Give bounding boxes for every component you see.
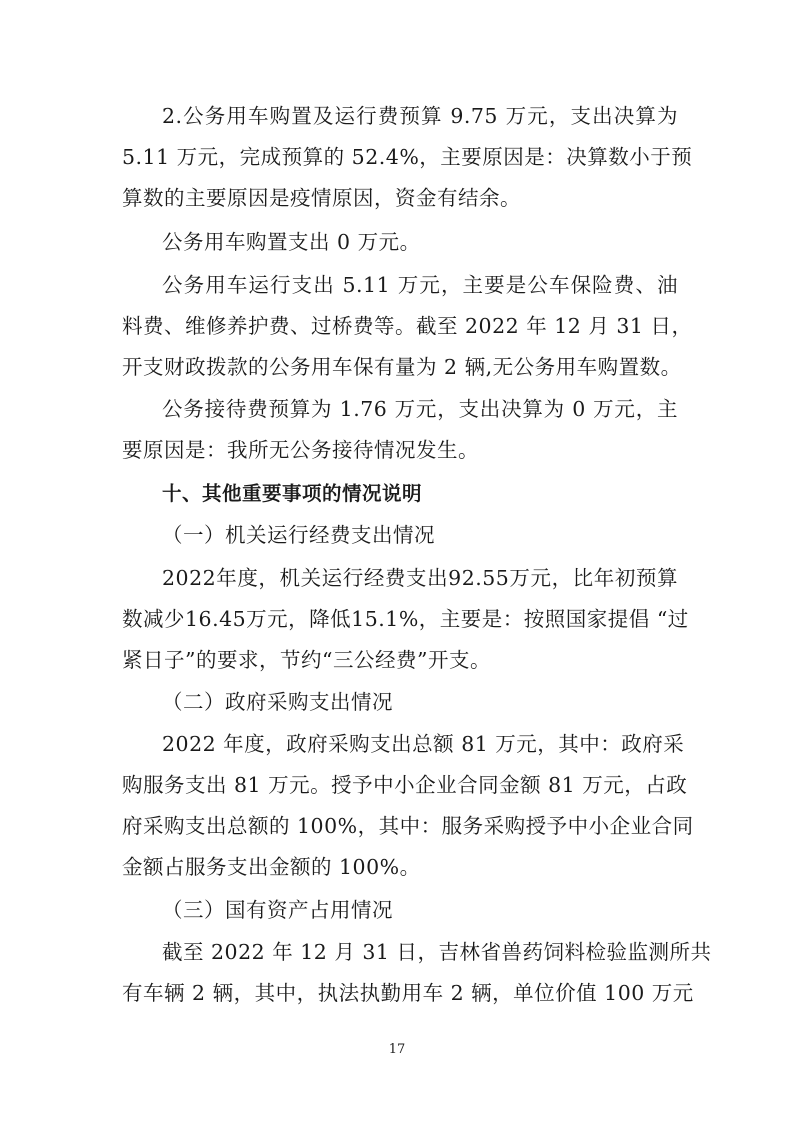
paragraph-line: 2.公务用车购置及运行费预算 9.75 万元，支出决算为 (162, 104, 678, 128)
paragraph-line: 公务接待费预算为 1.76 万元，支出决算为 0 万元，主 (162, 397, 678, 421)
paragraph-line: 5.11 万元，完成预算的 52.4%，主要原因是：决算数小于预 (122, 145, 693, 169)
subsection-heading: （三）国有资产占用情况 (162, 898, 393, 922)
paragraph-line: 2022 年度，政府采购支出总额 81 万元，其中：政府采 (162, 732, 685, 756)
page-number: 17 (388, 1042, 406, 1057)
subsection-heading: （一）机关运行经费支出情况 (162, 523, 435, 547)
paragraph-line: 数减少16.45万元，降低15.1%，主要是：按照国家提倡 “过 (122, 607, 689, 631)
subsection-heading: （二）政府采购支出情况 (162, 690, 393, 714)
paragraph-line: 公务用车购置支出 0 万元。 (162, 230, 421, 254)
paragraph-line: 紧日子”的要求，节约“三公经费”开支。 (122, 648, 491, 672)
paragraph-line: 府采购支出总额的 100%，其中：服务采购授予中小企业合同 (122, 814, 694, 838)
paragraph-line: 金额占服务支出金额的 100%。 (122, 855, 421, 879)
section-heading: 十、其他重要事项的情况说明 (162, 482, 423, 505)
paragraph-line: 购服务支出 81 万元。授予中小企业合同金额 81 万元，占政 (122, 773, 688, 797)
paragraph-line: 公务用车运行支出 5.11 万元，主要是公车保险费、油 (162, 273, 678, 297)
paragraph-line: 截至 2022 年 12 月 31 日，吉林省兽药饲料检验监测所共 (162, 940, 712, 964)
paragraph-line: 开支财政拨款的公务用车保有量为 2 辆,无公务用车购置数。 (122, 355, 682, 379)
paragraph-line: 要原因是：我所无公务接待情况发生。 (122, 438, 479, 462)
paragraph-line: 2022年度，机关运行经费支出92.55万元，比年初预算 (162, 566, 678, 590)
paragraph-line: 算数的主要原因是疫情原因，资金有结余。 (122, 186, 521, 210)
paragraph-line: 有车辆 2 辆，其中，执法执勤用车 2 辆，单位价值 100 万元 (122, 981, 694, 1005)
paragraph-line: 料费、维修养护费、过桥费等。截至 2022 年 12 月 31 日， (122, 314, 693, 338)
